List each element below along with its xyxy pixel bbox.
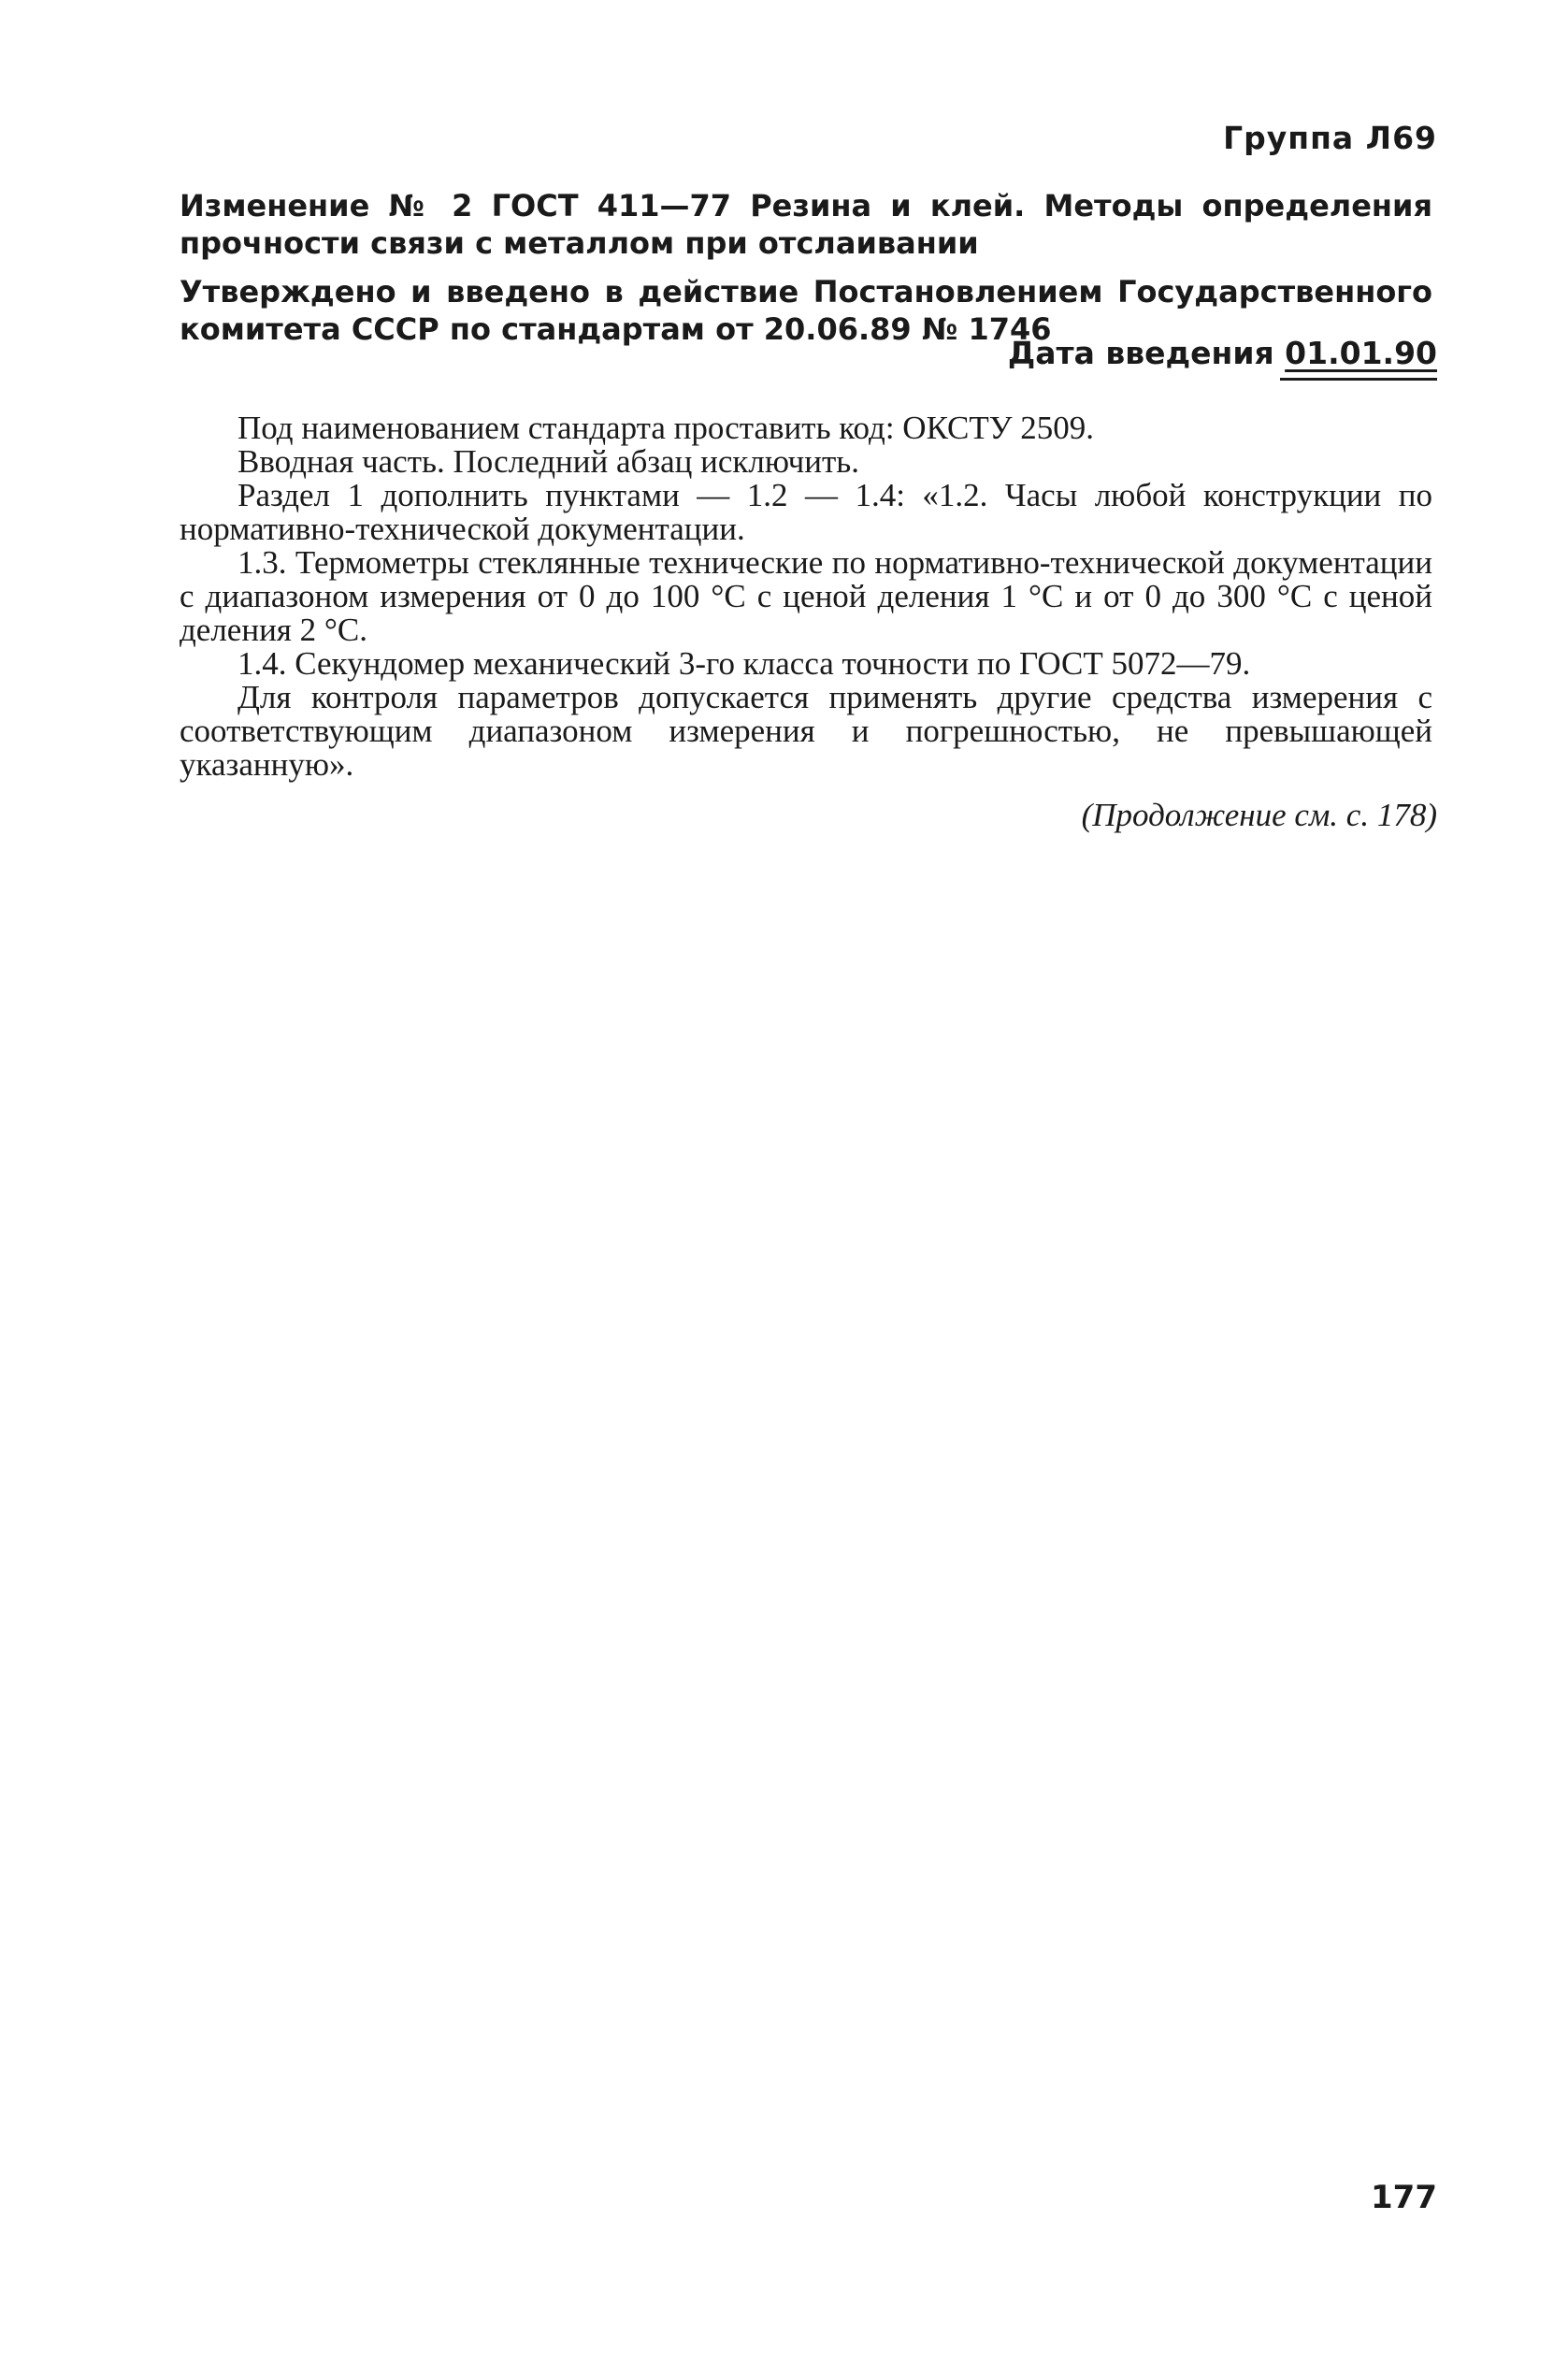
paragraph-oksty-code: Под наименованием стандарта проставить код: ОКСТУ 2509. [237, 410, 1095, 446]
amendment-title: Изменение № 2 ГОСТ 411—77 Резина и клей. Методы определения прочности связи с металлом при отслаивании [180, 188, 1432, 261]
paragraph-section-1: Раздел 1 дополнить пунктами — 1.2 — 1.4: «1.2. Часы любой конструкции по нормативно-технической документации. [180, 477, 1432, 547]
approval-statement: Утверждено и введено в действие Постановлением Государственного комитета СССР по стандартам от 20.06.89 № 1746 [180, 274, 1432, 347]
paragraph-intro-part: Вводная часть. Последний абзац исключить. [237, 443, 860, 480]
page-number: 177 [1371, 2179, 1437, 2216]
continuation-note: (Продолжение см. с. 178) [1081, 797, 1437, 833]
group-code: Группа Л69 [1223, 120, 1437, 156]
paragraph-item-1-4: 1.4. Секундомер механический 3-го класса точности по ГОСТ 5072—79. [237, 645, 1251, 682]
amendment-body [180, 411, 1432, 782]
introduction-date-value: 01.01.90 [1285, 335, 1437, 371]
date-underline-rule [1280, 378, 1437, 381]
paragraph-other-instruments: Для контроля параметров допускается применять другие средства измерения с соответствующим диапазоном измерения и погрешностью, не превышающей указанную». [180, 679, 1432, 783]
introduction-date-label: Дата введения [1007, 335, 1274, 371]
paragraph-item-1-3: 1.3. Термометры стеклянные технические по нормативно-технической документации с диапазоном измерения от 0 до 100 °С с ценой деления 1 °С и от 0 до 300 °С с ценой деления 2 °С. [180, 544, 1432, 648]
introduction-date [1008, 335, 1437, 371]
